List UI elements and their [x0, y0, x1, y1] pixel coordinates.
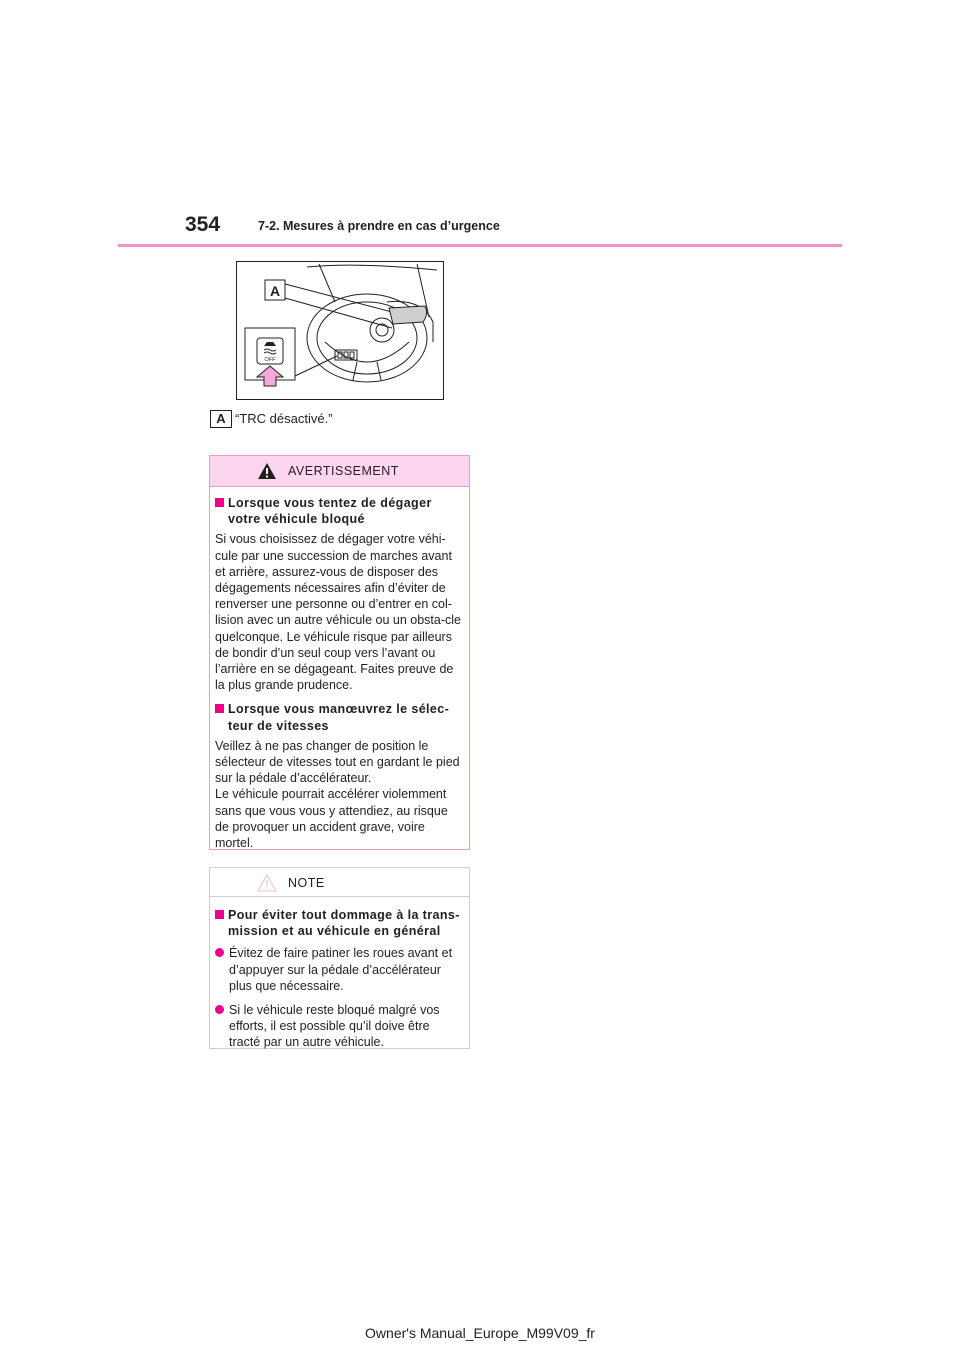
round-bullet-icon [215, 948, 224, 957]
square-bullet-icon [215, 704, 224, 713]
caution-triangle-icon [257, 874, 277, 892]
warning-triangle-icon [257, 462, 277, 480]
warning-subheading: Lorsque vous tentez de dégager votre véhicule bloqué [215, 495, 464, 527]
svg-text:OFF: OFF [264, 357, 276, 363]
note-subheading: Pour éviter tout dommage à la trans-mission et au véhicule en général [215, 907, 464, 939]
caption-callout-a: A [210, 410, 232, 428]
figure-caption: “TRC désactivé.” [235, 411, 333, 426]
trc-off-button [257, 338, 283, 364]
square-bullet-icon [215, 498, 224, 507]
note-title: NOTE [288, 876, 325, 890]
warning-paragraph: Veillez à ne pas changer de position le sélecteur de vitesses tout en gardant le pied sur la pédale d’accélérateur. [215, 738, 460, 786]
page-number: 354 [185, 213, 221, 236]
round-bullet-icon [215, 1005, 224, 1014]
list-item: Si le véhicule reste bloqué malgré vos efforts, il est possible qu’il doive être tracté par un autre véhicule. [215, 1002, 464, 1051]
square-bullet-icon [215, 910, 224, 919]
trc-switch-illustration [236, 261, 444, 400]
section-title: 7-2. Mesures à prendre en cas d’urgence [258, 219, 500, 233]
dashboard-drawing [237, 262, 443, 399]
header-rule [118, 244, 842, 247]
warning-paragraph: Le véhicule pourrait accélérer violemment sans que vous vous y attendiez, au risque de provoquer un accident grave, voire mortel. [215, 787, 448, 851]
warning-paragraph: Si vous choisissez de dégager votre véhi-cule par une succession de marches avant et arrière, assurez-vous de disposer des dégagements nécessaires afin d’éviter de renverser une personne ou d’entrer en col-lision avec un autre véhicule ou un obsta-cle quelconque. Le véhicule risque par ailleurs de bondir d’un seul coup vers l’avant ou l’arrière en se dégageant. Faites preuve de la plus grande prudence. [215, 532, 461, 693]
warning-header [210, 456, 469, 487]
warning-title: AVERTISSEMENT [288, 464, 399, 478]
footer-text: Owner's Manual_Europe_M99V09_fr [365, 1325, 595, 1341]
list-item: Évitez de faire patiner les roues avant et d’appuyer sur la pédale d’accélérateur plus que nécessaire. [215, 945, 464, 994]
note-header [210, 868, 469, 897]
warning-subheading: Lorsque vous manœuvrez le sélec-teur de vitesses [215, 701, 464, 733]
note-box [209, 867, 470, 1049]
warning-box [209, 455, 470, 850]
svg-text:A: A [269, 283, 281, 299]
